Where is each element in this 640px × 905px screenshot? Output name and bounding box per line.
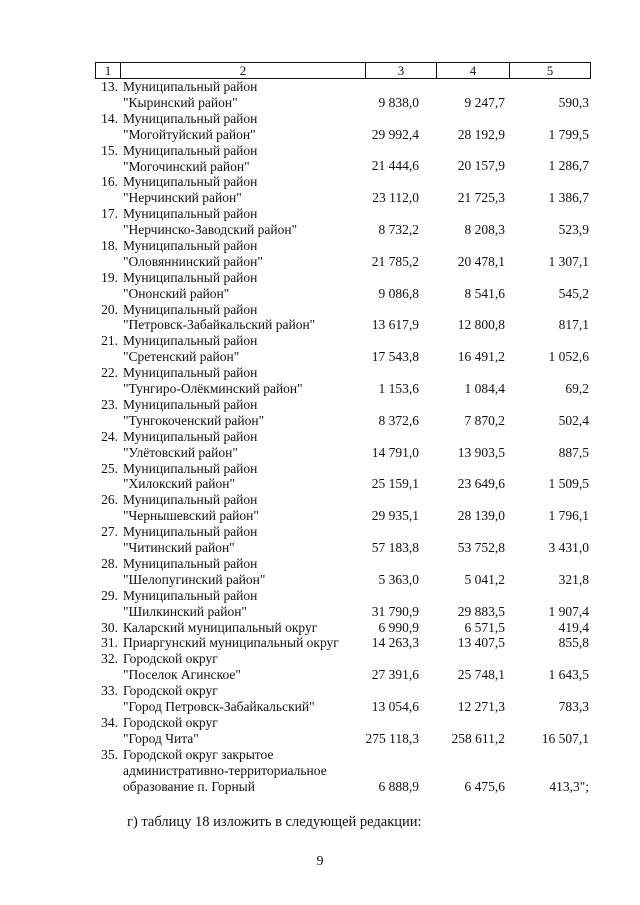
row-value-col3: 21 785,2: [371, 253, 419, 269]
row-number: 31.: [101, 635, 118, 651]
row-number: 23.: [101, 396, 118, 412]
row-number: 27.: [101, 524, 118, 540]
row-value-col4: 28 192,9: [457, 126, 505, 142]
row-name: Муниципальный район "Сретенский район": [123, 333, 258, 365]
row-number: 14.: [101, 110, 118, 126]
table-row: [95, 365, 591, 397]
row-value-col5: 16 507,1: [541, 730, 589, 746]
row-number: 18.: [101, 237, 118, 253]
allocation-table: [95, 62, 591, 794]
row-number: 25.: [101, 460, 118, 476]
row-value-col3: 23 112,0: [372, 190, 419, 206]
row-number: 35.: [101, 746, 118, 762]
row-value-col3: 13 617,9: [371, 317, 419, 333]
row-value-col3: 8 732,2: [378, 222, 419, 238]
table-row: [95, 174, 591, 206]
row-value-col3: 14 791,0: [371, 444, 419, 460]
row-name: Городской округ закрытое административно-территориальное образование п. Горный: [123, 746, 327, 794]
row-value-col3: 57 183,8: [371, 540, 419, 556]
row-value-col3: 9 838,0: [378, 94, 419, 110]
row-number: 29.: [101, 587, 118, 603]
row-value-col3: 17 543,8: [371, 349, 419, 365]
row-value-col4: 9 247,7: [464, 94, 505, 110]
row-name: Городской округ "Город Чита": [123, 714, 218, 746]
row-value-col3: 13 054,6: [371, 699, 419, 715]
row-name: Муниципальный район "Улётовский район": [123, 428, 258, 460]
row-value-col4: 258 611,2: [451, 730, 505, 746]
row-value-col4: 7 870,2: [464, 412, 505, 428]
row-value-col4: 6 475,6: [464, 778, 505, 794]
table-row: [95, 333, 591, 365]
table-row: [95, 492, 591, 524]
table-row: [95, 397, 591, 429]
row-name: Муниципальный район "Могочинский район": [123, 142, 258, 174]
row-value-col5: 1 796,1: [548, 508, 589, 524]
row-value-col3: 5 363,0: [378, 571, 419, 587]
row-number: 15.: [101, 142, 118, 158]
table-row: [95, 683, 591, 715]
row-number: 24.: [101, 428, 118, 444]
row-name: Муниципальный район "Тунгокоченский район": [123, 396, 265, 428]
row-number: 16.: [101, 174, 118, 190]
table-row: [95, 556, 591, 588]
row-value-col3: 29 992,4: [371, 126, 419, 142]
row-value-col5: 545,2: [558, 285, 589, 301]
row-value-col4: 5 041,2: [464, 571, 505, 587]
row-name: Муниципальный район "Тунгиро-Олёкминский район": [123, 365, 303, 397]
row-value-col5: 590,3: [558, 94, 589, 110]
row-number: 26.: [101, 492, 118, 508]
table-row: [95, 270, 591, 302]
row-value-col3: 25 159,1: [371, 476, 419, 492]
row-name: Муниципальный район "Могойтуйский район": [123, 110, 258, 142]
row-value-col5: 1 307,1: [548, 253, 589, 269]
row-value-col4: 21 725,3: [457, 190, 505, 206]
row-value-col5: 502,4: [558, 412, 589, 428]
row-value-col4: 8 208,3: [464, 222, 505, 238]
row-value-col3: 27 391,6: [371, 667, 419, 683]
row-value-col5: 783,3: [558, 699, 589, 715]
table-row: [95, 238, 591, 270]
row-value-col4: 6 571,5: [464, 619, 505, 635]
row-value-col4: 13 903,5: [457, 444, 505, 460]
row-number: 17.: [101, 206, 118, 222]
table-row: [95, 79, 591, 111]
row-name: Приаргунский муниципальный округ: [123, 635, 339, 651]
row-name: Муниципальный район "Чернышевский район": [123, 492, 259, 524]
row-value-col5: 1 286,7: [548, 158, 589, 174]
row-name: Муниципальный район "Шилкинский район": [123, 587, 258, 619]
row-value-col3: 6 990,9: [378, 619, 419, 635]
table-row: [95, 524, 591, 556]
table-row: [95, 747, 591, 795]
row-number: 30.: [101, 619, 118, 635]
row-value-col3: 21 444,6: [371, 158, 419, 174]
row-name: Муниципальный район "Оловяннинский район": [123, 237, 263, 269]
table-row: [95, 715, 591, 747]
row-number: 22.: [101, 365, 118, 381]
row-value-col4: 28 139,0: [457, 508, 505, 524]
row-value-col5: 321,8: [558, 571, 589, 587]
table-row: [95, 206, 591, 238]
row-name: Муниципальный район "Петровск-Забайкальский район": [123, 301, 316, 333]
row-value-col4: 23 649,6: [457, 476, 505, 492]
row-value-col5: 3 431,0: [548, 540, 589, 556]
row-value-col5: 855,8: [558, 635, 589, 651]
row-value-col4: 20 478,1: [457, 253, 505, 269]
row-value-col4: 16 491,2: [457, 349, 505, 365]
row-value-col5: 1 907,4: [548, 603, 589, 619]
table-row: [95, 143, 591, 175]
row-value-col3: 8 372,6: [378, 412, 419, 428]
row-name: Муниципальный район "Нерчинский район": [123, 174, 258, 206]
row-value-col4: 13 407,5: [457, 635, 505, 651]
row-name: Городской округ "Поселок Агинское": [123, 651, 241, 683]
row-number: 28.: [101, 555, 118, 571]
instruction-paragraph: г) таблицу 18 изложить в следующей редакции:: [127, 814, 422, 830]
row-name: Муниципальный район "Ононский район": [123, 269, 258, 301]
row-name: Муниципальный район "Читинский район": [123, 524, 258, 556]
row-value-col4: 12 800,8: [457, 317, 505, 333]
row-value-col3: 275 118,3: [365, 730, 419, 746]
table-row: [95, 588, 591, 620]
row-value-col5: 1 386,7: [548, 190, 589, 206]
row-value-col5: 817,1: [558, 317, 589, 333]
row-number: 33.: [101, 683, 118, 699]
table-header: [95, 62, 591, 79]
row-value-col4: 25 748,1: [457, 667, 505, 683]
row-value-col5: 1 799,5: [548, 126, 589, 142]
row-value-col5: 413,3";: [549, 778, 589, 794]
table-row: [95, 429, 591, 461]
row-number: 13.: [101, 79, 118, 94]
row-value-col3: 29 935,1: [371, 508, 419, 524]
table-row: [95, 302, 591, 334]
row-name: Муниципальный район "Кыринский район": [123, 79, 258, 110]
header-col-4: 4: [469, 63, 477, 78]
row-value-col5: 887,5: [558, 444, 589, 460]
row-value-col5: 1 643,5: [548, 667, 589, 683]
row-value-col4: 29 883,5: [457, 603, 505, 619]
row-number: 20.: [101, 301, 118, 317]
row-value-col4: 20 157,9: [457, 158, 505, 174]
row-name: Муниципальный район "Нерчинско-Заводский район": [123, 206, 298, 238]
header-col-2: 2: [239, 63, 247, 78]
row-name: Муниципальный район "Хилокский район": [123, 460, 258, 492]
table-body: [95, 79, 591, 794]
table-row: [95, 620, 591, 636]
row-name: Городской округ "Город Петровск-Забайкальский": [123, 683, 315, 715]
table-row: [95, 111, 591, 143]
row-name: Каларский муниципальный округ: [123, 619, 318, 635]
row-value-col5: 419,4: [558, 619, 589, 635]
row-number: 21.: [101, 333, 118, 349]
row-value-col4: 1 084,4: [464, 381, 505, 397]
row-number: 19.: [101, 269, 118, 285]
page-number: 9: [316, 854, 324, 869]
row-name: Муниципальный район "Шелопугинский район": [123, 555, 266, 587]
row-value-col4: 8 541,6: [464, 285, 505, 301]
row-value-col3: 31 790,9: [371, 603, 419, 619]
table-row: [95, 461, 591, 493]
row-value-col5: 1 509,5: [548, 476, 589, 492]
header-col-5: 5: [546, 63, 554, 78]
row-value-col3: 6 888,9: [378, 778, 419, 794]
row-number: 32.: [101, 651, 118, 667]
row-value-col5: 1 052,6: [548, 349, 589, 365]
row-value-col5: 69,2: [565, 381, 589, 397]
row-value-col3: 1 153,6: [378, 381, 419, 397]
table-row: [95, 651, 591, 683]
header-col-3: 3: [397, 63, 405, 78]
row-value-col3: 9 086,8: [378, 285, 419, 301]
header-col-1: 1: [104, 63, 112, 78]
row-value-col4: 12 271,3: [457, 699, 505, 715]
row-value-col5: 523,9: [558, 222, 589, 238]
table-row: [95, 635, 591, 651]
row-value-col3: 14 263,3: [371, 635, 419, 651]
row-number: 34.: [101, 714, 118, 730]
row-value-col4: 53 752,8: [457, 540, 505, 556]
